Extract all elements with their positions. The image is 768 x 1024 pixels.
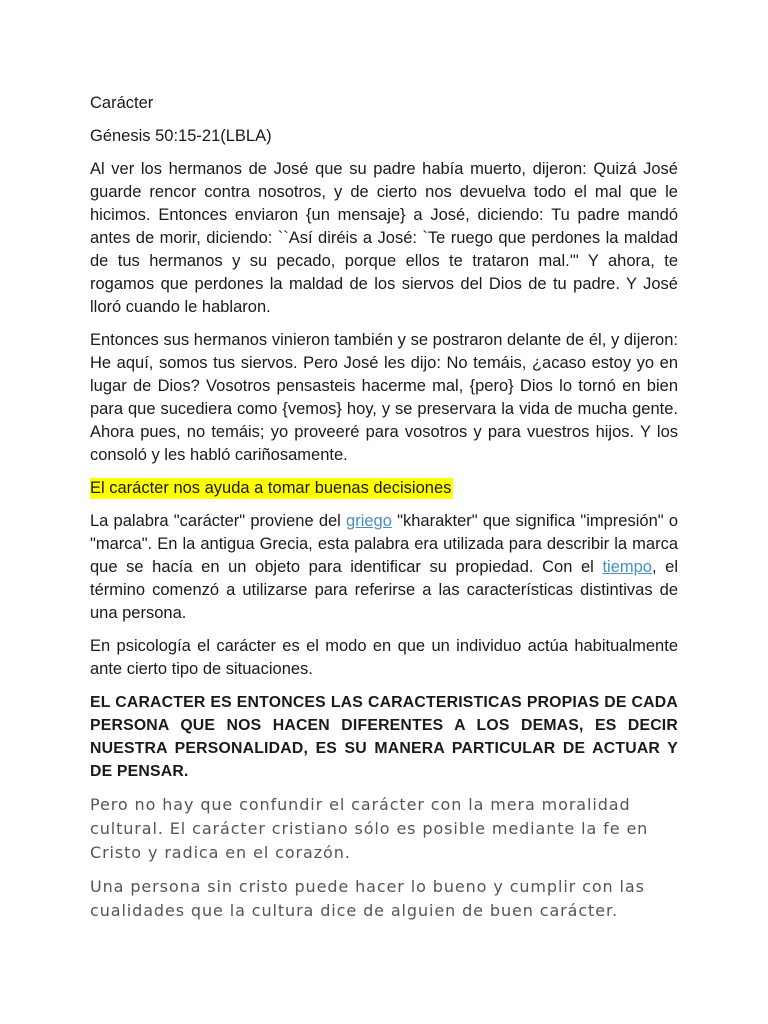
highlighted-heading: El carácter nos ayuda a tomar buenas decisiones [90,479,452,497]
verse-paragraph-1: Al ver los hermanos de José que su padre había muerto, dijeron: Quizá José guarde rencor contra nosotros, y de cierto nos devuelva todo el mal que le hicimos. Entonces enviaron {un mensaje} a José, diciendo: Tu padre mandó antes de morir, diciendo: ``Así diréis a José: `Te ruego que perdones la maldad de tus hermanos y su pecado, porque ellos te trataron mal.'" Y ahora, te rogamos que perdones la maldad de los siervos del Dios de tu padre. Y José lloró cuando le hablaron. [90,160,678,316]
etymology-paragraph [90,510,678,625]
morality-paragraph: Pero no hay que confundir el carácter con la mera moralidad cultural. El carácter cristiano sólo es posible mediante la fe en Cristo y radica en el corazón. [90,795,649,862]
scripture-reference: Génesis 50:15-21(LBLA) [90,127,272,145]
caps-statement: EL CARACTER ES ENTONCES LAS CARACTERISTICAS PROPIAS DE CADA PERSONA QUE NOS HACEN DIFERENTES A LOS DEMAS, ES DECIR NUESTRA PERSONALIDAD, ES SU MANERA PARTICULAR DE ACTUAR Y DE PENSAR. [90,694,678,780]
document-title: Carácter [90,94,154,112]
etymology-text-3: , el término comenzó a utilizarse para referirse a las características distintivas de una persona. [90,558,679,622]
etymology-text-1: La palabra "carácter" proviene del [90,512,347,530]
etymology-text-2: "kharakter" que significa "impresión" o "marca". En la antigua Grecia, esta palabra era utilizada para describir la marca que se hacía en un objeto para identificar su propiedad. Con el [90,512,678,576]
psychology-paragraph: En psicología el carácter es el modo en que un individuo actúa habitualmente ante cierto tipo de situaciones. [90,637,678,678]
tiempo-link[interactable]: tiempo [602,558,652,576]
document-page [90,92,678,933]
verse-paragraph-2: Entonces sus hermanos vinieron también y se postraron delante de él, y dijeron: He aquí, somos tus siervos. Pero José les dijo: No temáis, ¿acaso estoy yo en lugar de Dios? Vosotros pensasteis hacerme mal, {pero} Dios lo tornó en bien para que sucediera como {vemos} hoy, y se preservara la vida de mucha gente. Ahora pues, no temáis; yo proveeré para vosotros y para vuestros hijos. Y los consoló y les habló cariñosamente. [90,331,678,464]
last-paragraph: Una persona sin cristo puede hacer lo bueno y cumplir con las cualidades que la cultura dice de alguien de buen carácter. [90,877,645,920]
highlight-heading-line [90,477,678,500]
griego-link[interactable]: griego [346,512,392,530]
